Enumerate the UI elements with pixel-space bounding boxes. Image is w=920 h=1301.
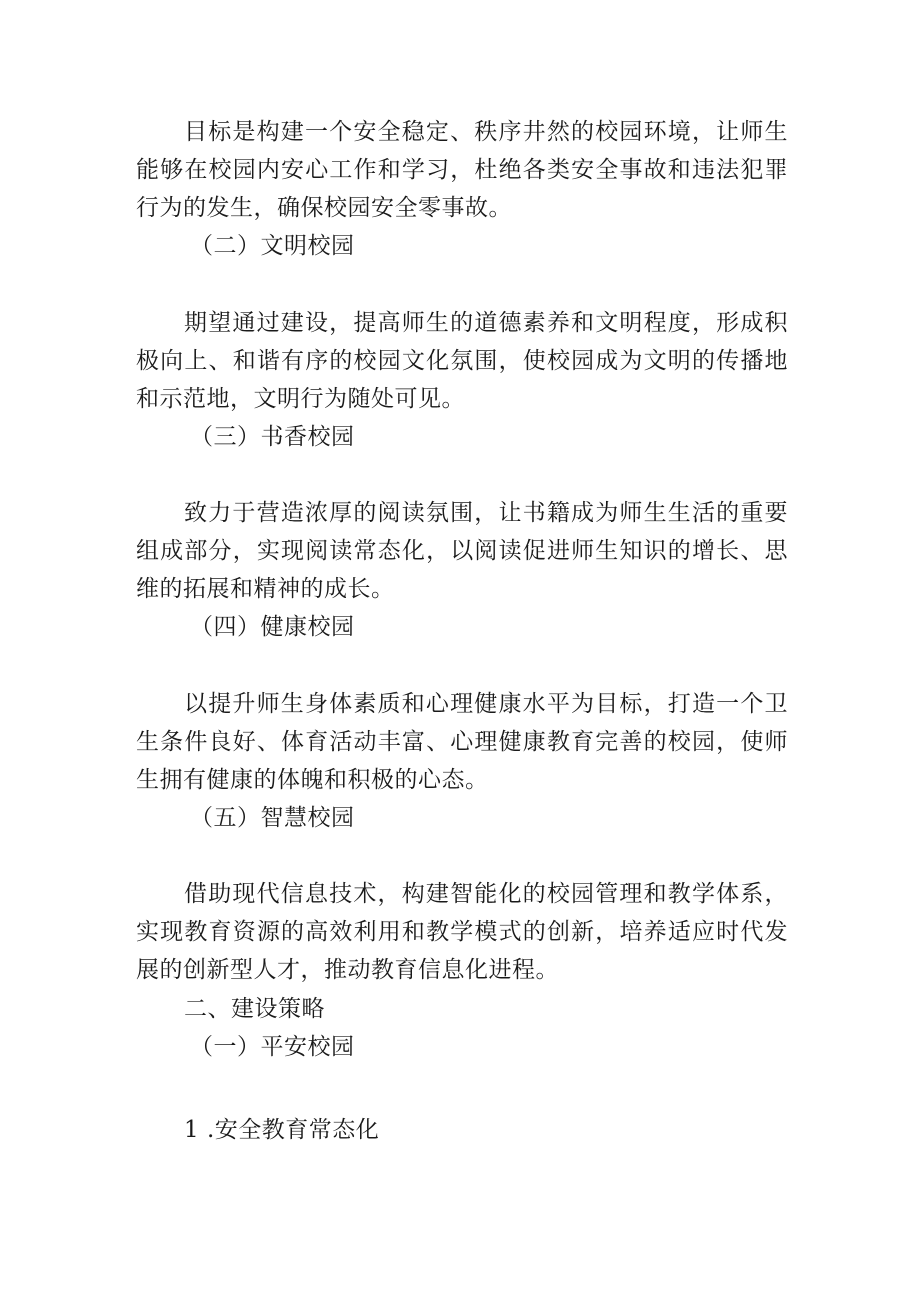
paragraph-scholarly-campus-goal: 致力于营造浓厚的阅读氛围，让书籍成为师生生活的重要组成部分，实现阅读常态化，以阅读促进师生知识的增长、思维的拓展和精神的成长。 (136, 500, 788, 602)
heading-construction-strategy: 二、建设策略 (184, 996, 325, 1022)
paragraph-healthy-campus-goal: 以提升师生身体素质和心理健康水平为目标，打造一个卫生条件良好、体育活动丰富、心理健康教育完善的校园，使师生拥有健康的体魄和积极的心态。 (136, 691, 788, 793)
heading-civilized-campus: （二）文明校园 (190, 233, 355, 259)
heading-safe-campus: （一）平安校园 (190, 1034, 355, 1060)
paragraph-smart-campus-goal: 借助现代信息技术，构建智能化的校园管理和教学体系，实现教育资源的高效利用和教学模式的创新，培养适应时代发展的创新型人才，推动教育信息化进程。 (136, 881, 788, 983)
heading-scholarly-campus: （三）书香校园 (190, 424, 355, 450)
heading-healthy-campus: （四）健康校园 (190, 614, 355, 640)
list-item-safety-education: 1 .安全教育常态化 (184, 1117, 380, 1143)
paragraph-civilized-campus-goal: 期望通过建设，提高师生的道德素养和文明程度，形成积极向上、和谐有序的校园文化氛围，使校园成为文明的传播地和示范地，文明行为随处可见。 (136, 310, 788, 412)
heading-smart-campus: （五）智慧校园 (190, 805, 355, 831)
paragraph-safe-campus-goal: 目标是构建一个安全稳定、秩序井然的校园环境，让师生能够在校园内安心工作和学习，杜绝各类安全事故和违法犯罪行为的发生，确保校园安全零事故。 (136, 119, 788, 221)
